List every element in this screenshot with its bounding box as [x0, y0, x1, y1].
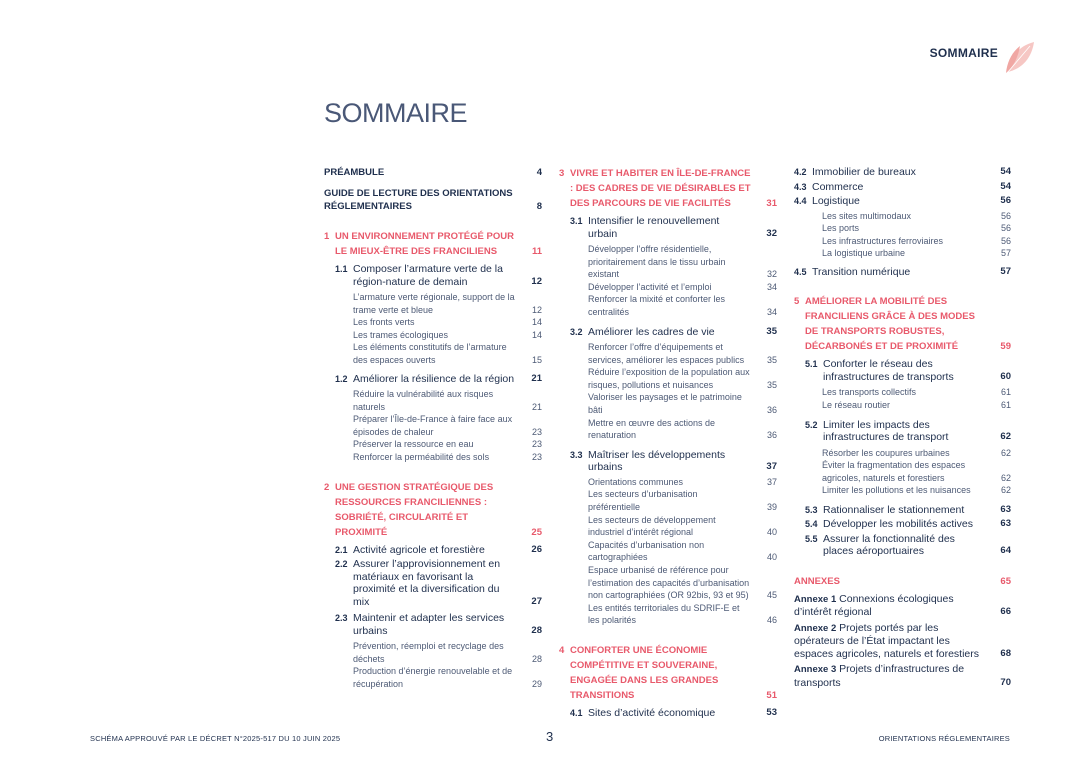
- toc-entry[interactable]: Les éléments constitutifs de l’armature des espaces ouverts 15: [353, 342, 542, 365]
- toc-entry[interactable]: Préserver la ressource en eau 23: [353, 439, 542, 450]
- toc-subsection-2-3[interactable]: 2.3 Maintenir et adapter les services urbains 28: [335, 612, 542, 637]
- toc-subsection-5-2[interactable]: 5.2 Limiter les impacts des infrastructures de transport 62: [805, 418, 1011, 444]
- toc-section-1[interactable]: 1 UN ENVIRONNEMENT PROTÉGÉ POUR LE MIEUX-ÊTRE DES FRANCILIENS 11: [324, 231, 542, 257]
- toc-subsection-3-3[interactable]: 3.3 Maîtriser les développements urbains 37: [570, 448, 777, 474]
- toc-annex-1[interactable]: Annexe 1 Connexions écologiques d’intérêt régional 66: [794, 592, 1011, 619]
- toc-entry[interactable]: Orientations communes 37: [588, 476, 777, 487]
- leaf-logo-icon: [1004, 40, 1040, 74]
- toc-subsection-1-1[interactable]: 1.1 Composer l’armature verte de la région-nature de demain 12: [335, 263, 542, 288]
- toc-entry[interactable]: Espace urbanisé de référence pour l’estimation des capacités d’urbanisation non cartographiées (OR 92bis, 93 et 95) 45: [588, 564, 777, 601]
- toc-subsection-1-2[interactable]: 1.2 Améliorer la résilience de la région 21: [335, 372, 542, 385]
- toc-entry[interactable]: L’armature verte régionale, support de la trame verte et bleue 12: [353, 292, 542, 315]
- toc-subsection-4-2[interactable]: 4.2 Immobilier de bureaux 54: [794, 166, 1011, 178]
- toc-column-2: [559, 166, 777, 719]
- toc-entry[interactable]: Le réseau routier 61: [822, 399, 1011, 410]
- toc-entry[interactable]: Préparer l’Île-de-France à faire face aux épisodes de chaleur 23: [353, 414, 542, 437]
- toc-subsection-4-3[interactable]: 4.3 Commerce 54: [794, 180, 1011, 193]
- toc-entry[interactable]: Renforcer la perméabilité des sols 23: [353, 452, 542, 463]
- toc-entry[interactable]: Les secteurs de développement industriel d’intérêt régional 40: [588, 514, 777, 538]
- toc-section-4[interactable]: 4 CONFORTER UNE ÉCONOMIE COMPÉTITIVE ET SOUVERAINE, ENGAGÉE DANS LES GRANDES TRANSITIONS 51: [559, 644, 777, 701]
- toc-entry[interactable]: Renforcer la mixité et conforter les centralités 34: [588, 294, 777, 317]
- toc-entry[interactable]: Mettre en œuvre des actions de renaturation 36: [588, 417, 777, 441]
- toc-annex-3[interactable]: Annexe 3 Projets d’infrastructures de transports 70: [794, 663, 1011, 689]
- toc-entry-preambule[interactable]: PRÉAMBULE 4: [324, 167, 542, 178]
- toc-entry[interactable]: Les trames écologiques 14: [353, 329, 542, 340]
- toc-subsection-3-1[interactable]: 3.1 Intensifier le renouvellement urbain 32: [570, 215, 777, 240]
- toc-subsection-2-1[interactable]: 2.1 Activité agricole et forestière 26: [335, 543, 542, 556]
- toc-entry[interactable]: Résorber les coupures urbaines 62: [822, 447, 1011, 458]
- toc-entry[interactable]: Les transports collectifs 61: [822, 387, 1011, 398]
- toc-entry[interactable]: Les ports 56: [822, 223, 1011, 234]
- toc-subsection-4-4[interactable]: 4.4 Logistique 56: [794, 195, 1011, 207]
- toc-annexes[interactable]: ANNEXES 65: [794, 575, 1011, 587]
- header-label: SOMMAIRE: [929, 46, 998, 60]
- toc-subsection-4-1[interactable]: 4.1 Sites d’activité économique 53: [570, 706, 777, 719]
- toc-section-2[interactable]: 2 UNE GESTION STRATÉGIQUE DES RESSOURCES FRANCILIENNES : SOBRIÉTÉ, CIRCULARITÉ ET PROXIMITÉ 25: [324, 481, 542, 538]
- toc-entry[interactable]: La logistique urbaine 57: [822, 248, 1011, 259]
- toc-entry[interactable]: Capacités d’urbanisation non cartographiées 40: [588, 539, 777, 563]
- toc-entry[interactable]: Les infrastructures ferroviaires 56: [822, 235, 1011, 246]
- toc-entry[interactable]: Développer l’activité et l’emploi 34: [588, 281, 777, 292]
- toc-entry[interactable]: Les fronts verts 14: [353, 317, 542, 328]
- toc-entry[interactable]: Prévention, réemploi et recyclage des déchets 28: [353, 641, 542, 664]
- toc-entry[interactable]: Renforcer l’offre d’équipements et services, améliorer les espaces publics 35: [588, 342, 777, 365]
- toc-subsection-5-3[interactable]: 5.3 Rationnaliser le stationnement 63: [805, 503, 1011, 516]
- toc-section-5[interactable]: 5 AMÉLIORER LA MOBILITÉ DES FRANCILIENS GRÂCE À DES MODES DE TRANSPORTS ROBUSTES, DÉCARBONÉS ET DE PROXIMITÉ 59: [794, 296, 1011, 353]
- toc-subsection-5-1[interactable]: 5.1 Conforter le réseau des infrastructures de transports 60: [805, 358, 1011, 383]
- page-number: 3: [546, 729, 554, 744]
- toc-entry[interactable]: Valoriser les paysages et le patrimoine bâti 36: [588, 392, 777, 416]
- toc-entry[interactable]: Production d’énergie renouvelable et de récupération 29: [353, 666, 542, 689]
- toc-column-3: [794, 166, 1011, 689]
- toc-entry[interactable]: Réduire l’exposition de la population aux risques, pollutions et nuisances 35: [588, 367, 777, 390]
- toc-subsection-4-5[interactable]: 4.5 Transition numérique 57: [794, 265, 1011, 278]
- page-title: SOMMAIRE: [324, 98, 468, 128]
- toc-entry[interactable]: Réduire la vulnérabilité aux risques naturels 21: [353, 389, 542, 412]
- toc-entry[interactable]: Les entités territoriales du SDRIF-E et les polarités 46: [588, 602, 777, 626]
- toc-entry[interactable]: Éviter la fragmentation des espaces agricoles, naturels et forestiers 62: [822, 460, 1011, 483]
- toc-subsection-3-2[interactable]: 3.2 Améliorer les cadres de vie 35: [570, 325, 777, 338]
- toc-entry[interactable]: Limiter les pollutions et les nuisances 62: [822, 485, 1011, 496]
- toc-section-3[interactable]: 3 VIVRE ET HABITER EN ÎLE-DE-FRANCE : DES CADRES DE VIE DÉSIRABLES ET DES PARCOURS DE VIE FACILITÉS 31: [559, 168, 777, 209]
- footer-right-text: ORIENTATIONS RÉGLEMENTAIRES: [878, 734, 1010, 743]
- footer-left-text: SCHÉMA APPROUVÉ PAR LE DÉCRET N°2025-517 DU 10 JUIN 2025: [90, 734, 341, 743]
- toc-entry[interactable]: Les sites multimodaux 56: [822, 210, 1011, 221]
- toc-entry[interactable]: Les secteurs d’urbanisation préférentielle 39: [588, 489, 777, 512]
- toc-annex-2[interactable]: Annexe 2 Projets portés par les opérateurs de l’État impactant les espaces agricoles, naturels et forestiers 68: [794, 621, 1011, 660]
- toc-entry-guide[interactable]: GUIDE DE LECTURE DES ORIENTATIONS RÉGLEMENTAIRES 8: [324, 188, 542, 212]
- toc-subsection-2-2[interactable]: 2.2 Assurer l’approvisionnement en matériaux en favorisant la proximité et la diversification du mix 27: [335, 558, 542, 608]
- toc-subsection-5-4[interactable]: 5.4 Développer les mobilités actives 63: [805, 518, 1011, 531]
- toc-subsection-5-5[interactable]: 5.5 Assurer la fonctionnalité des places aéroportuaires 64: [805, 532, 1011, 558]
- toc-column-1: [324, 166, 542, 691]
- toc-entry[interactable]: Développer l’offre résidentielle, prioritairement dans le tissu urbain existant 32: [588, 244, 777, 280]
